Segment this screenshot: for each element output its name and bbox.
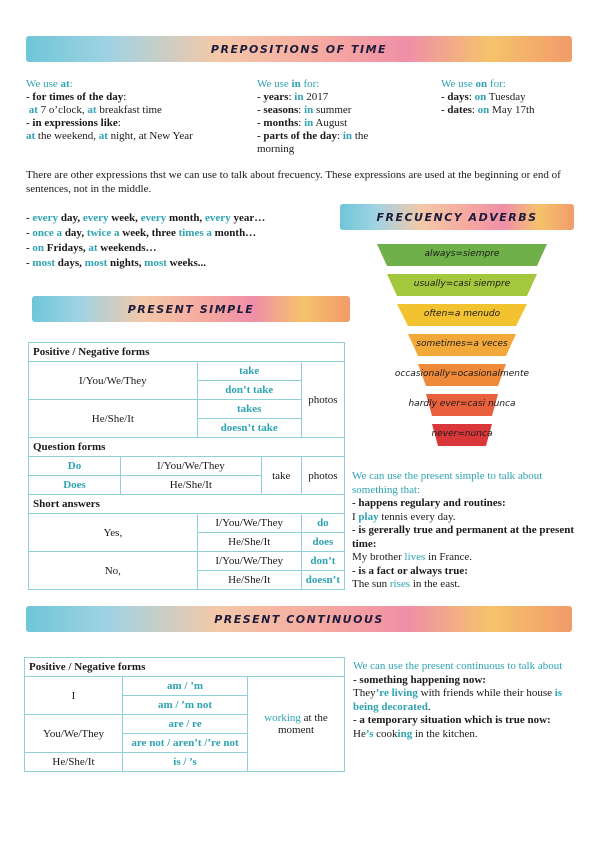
prep-at-line1: - for times of the day:: [26, 91, 127, 103]
pc-use-2-example: He’s cooking in the kitchen.: [353, 727, 478, 740]
funnel-label-5: occasionally=ocasionalmente: [394, 369, 530, 379]
table-row: [29, 552, 345, 571]
ps-yes: Yes,: [29, 514, 198, 552]
prep-at-line2: at 7 o’clock, at breakfast time: [28, 104, 162, 116]
banner-prepositions-title: PREPOSITIONS OF TIME: [210, 42, 388, 56]
ps-takes: takes: [197, 400, 301, 419]
prep-at-column: [26, 78, 246, 143]
pc-subject-ywt: You/We/They: [25, 715, 123, 753]
funnel-label-4: sometimes=a veces: [416, 339, 508, 349]
ps-subject-1: I/You/We/They: [29, 362, 198, 400]
freq-expr-line1: - every day, every week, every month, every year…: [26, 212, 266, 224]
prep-at-line3: - in expressions like:: [26, 117, 121, 129]
present-continuous-table: [24, 657, 345, 772]
prep-at-heading: We use at:: [26, 78, 73, 90]
ps-sa-do: do: [301, 514, 344, 533]
ps-sa-subject-1b: I/You/We/They: [197, 552, 301, 571]
ps-use-1-example: I play tennis every day.: [352, 510, 456, 523]
funnel-label-7: never=nunca: [431, 429, 493, 439]
present-continuous-uses: [353, 660, 575, 741]
table-row: [29, 362, 345, 381]
pc-am-not: am / ’m not: [123, 696, 248, 715]
pc-use-1-example: They’re living with friends while their house is being decorated.: [353, 687, 563, 713]
ps-sa-subject-2b: He/She/It: [197, 571, 301, 590]
prep-in-column: [257, 78, 427, 156]
banner-frequency-title: FRECUENCY ADVERBS: [376, 210, 538, 224]
ps-question-header: Question forms: [29, 438, 345, 457]
frequency-intro-paragraph: There are other expressions thst we can use to talk about frecuency. These expressions are used at the beginning or end of sentences, not in the middle.: [26, 169, 561, 195]
table-row: [29, 343, 345, 362]
freq-expr-line2: - once a day, twice a week, three times a month…: [26, 227, 257, 239]
prep-in-row4-cont: morning: [257, 143, 295, 155]
ps-sa-subject-1a: I/You/We/They: [197, 514, 301, 533]
ps-use-3: - is a fact or always true:: [352, 564, 468, 577]
pc-am: am / ’m: [123, 677, 248, 696]
banner-present-simple-title: PRESENT SIMPLE: [127, 302, 255, 316]
table-row: [25, 658, 345, 677]
pc-use-2: - a temporary situation which is true now:: [353, 714, 551, 726]
ps-use-3-example: The sun rises in the east.: [352, 578, 461, 590]
prep-at-line4: at the weekend, at night, at New Year: [26, 130, 193, 142]
banner-present-simple: [32, 296, 350, 322]
ps-q-take: take: [261, 457, 301, 495]
ps-q-subject-2: He/She/It: [121, 476, 262, 495]
ps-q-do: Do: [29, 457, 121, 476]
prep-in-row3: - months: in August: [257, 117, 348, 129]
banner-present-continuous-title: PRESENT CONTINUOUS: [214, 612, 384, 626]
funnel-label-2: usually=casi siempre: [413, 279, 511, 289]
prep-on-column: [441, 78, 591, 117]
ps-q-photos: photos: [301, 457, 344, 495]
pc-posneg-header: Positive / Negative forms: [25, 658, 345, 677]
ps-no: No,: [29, 552, 198, 590]
pc-working-at-moment: working at the moment: [248, 677, 345, 772]
ps-use-2: - is gererally true and permanent at the present time:: [352, 524, 575, 550]
ps-sa-dont: don’t: [301, 552, 344, 571]
table-row: [29, 438, 345, 457]
banner-present-continuous: [26, 606, 572, 632]
pc-use-1: - something happening now:: [353, 673, 486, 686]
table-row: [25, 677, 345, 696]
table-row: [29, 495, 345, 514]
ps-uses-intro: We can use the present simple to talk about something that:: [352, 470, 543, 496]
ps-posneg-header: Positive / Negative forms: [29, 343, 345, 362]
ps-sa-does: does: [301, 533, 344, 552]
present-simple-uses: [352, 470, 574, 592]
table-row: [29, 457, 345, 476]
pc-are: are / re: [123, 715, 248, 734]
pc-uses-intro: We can use the present continuous to talk about: [353, 660, 563, 672]
ps-sa-doesnt: doesn’t: [301, 571, 344, 590]
funnel-label-6: hardly ever=casi nunca: [408, 399, 516, 409]
frequency-expressions-list: [26, 211, 331, 271]
ps-take: take: [197, 362, 301, 381]
ps-use-1: - happens regulary and routines:: [352, 497, 506, 509]
pc-is: is / ’s: [123, 753, 248, 772]
ps-subject-2: He/She/It: [29, 400, 198, 438]
pc-are-not: are not / aren’t /’re not: [123, 734, 248, 753]
banner-prepositions: [26, 36, 572, 62]
pc-subject-hsi: He/She/It: [25, 753, 123, 772]
ps-dont-take: don’t take: [197, 381, 301, 400]
ps-use-2-example: My brother lives in France.: [352, 551, 473, 563]
banner-frequency-adverbs: [340, 204, 574, 230]
prep-in-row2: - seasons: in summer: [257, 104, 352, 116]
ps-doesnt-take: doesn’t take: [197, 419, 301, 438]
funnel-label-3: often=a menudo: [423, 309, 501, 319]
freq-expr-line4: - most days, most nights, most weeks...: [26, 257, 207, 269]
present-simple-table: [28, 342, 345, 590]
prep-in-heading: We use in for:: [257, 78, 320, 90]
frequency-adverbs-funnel: [352, 244, 572, 468]
table-row: [29, 400, 345, 419]
ps-short-header: Short answers: [29, 495, 345, 514]
freq-expr-line3: - on Fridays, at weekends…: [26, 242, 157, 254]
prep-on-row1: - days: on Tuesday: [441, 91, 526, 103]
pc-subject-i: I: [25, 677, 123, 715]
prep-in-row4: - parts of the day: in the: [257, 130, 369, 142]
funnel-label-1: always=siempre: [424, 249, 500, 259]
prep-in-row1: - years: in 2017: [257, 91, 329, 103]
ps-sa-subject-2a: He/She/It: [197, 533, 301, 552]
ps-q-subject-1: I/You/We/They: [121, 457, 262, 476]
ps-q-does: Does: [29, 476, 121, 495]
prep-on-row2: - dates: on May 17th: [441, 104, 535, 116]
prep-on-heading: We use on for:: [441, 78, 506, 90]
table-row: [29, 514, 345, 533]
ps-photos: photos: [301, 362, 344, 438]
